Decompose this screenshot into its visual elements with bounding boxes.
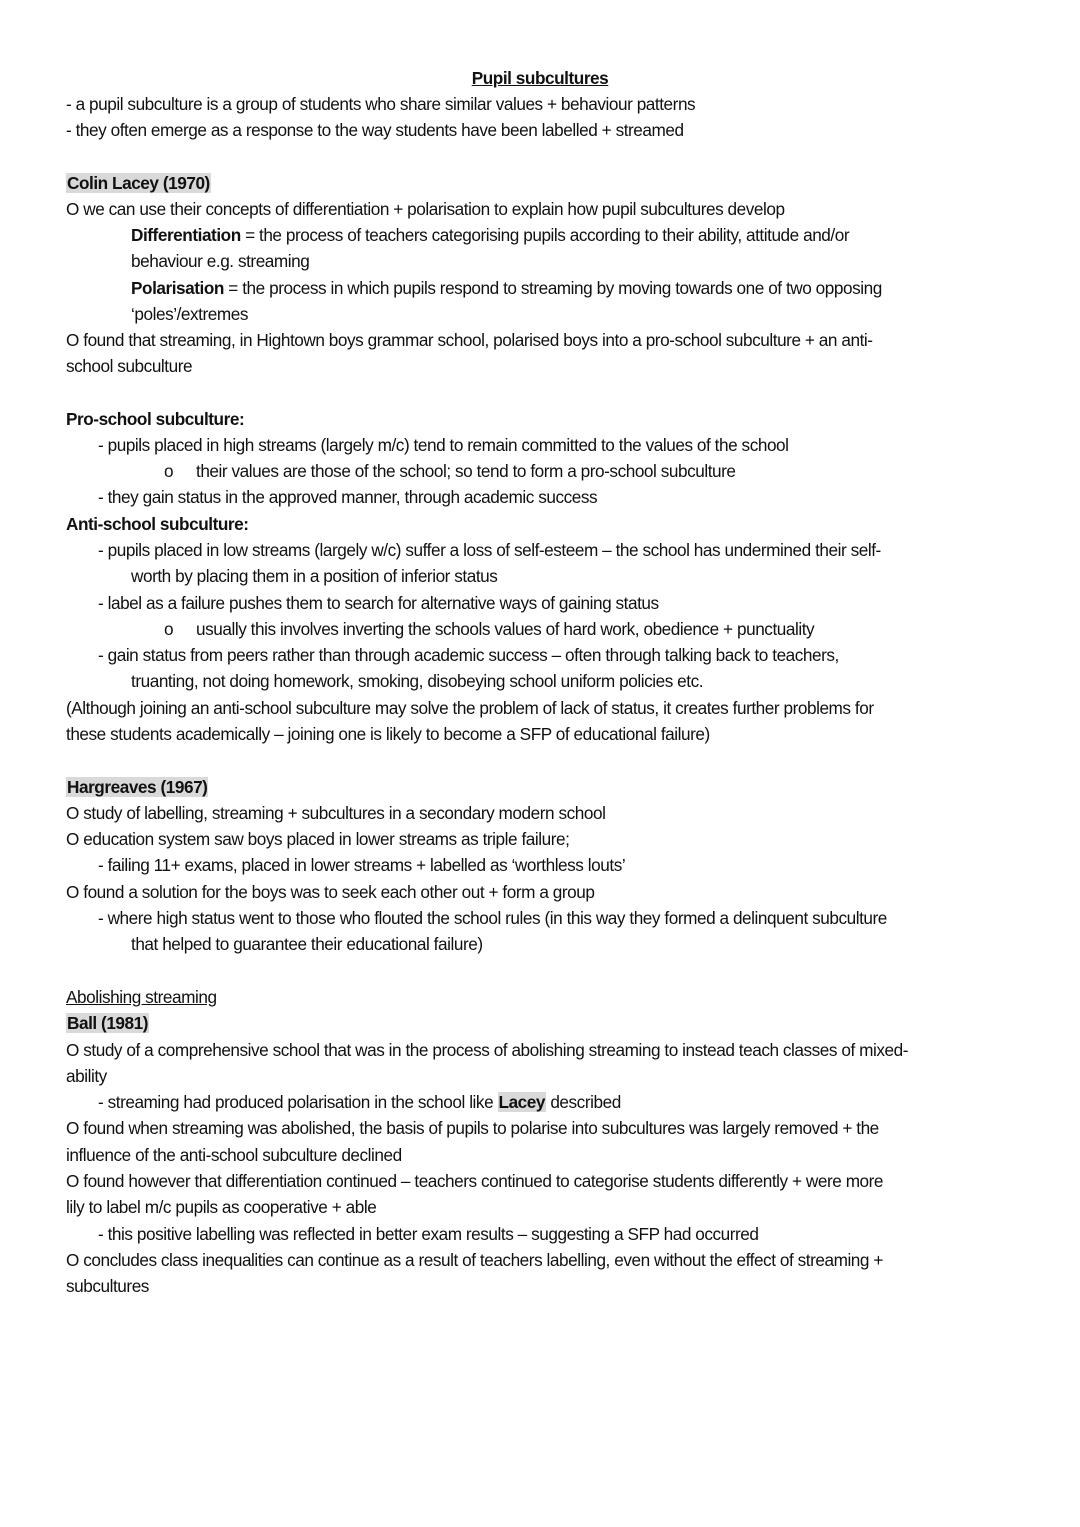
circle-bullet-icon: o xyxy=(164,619,174,639)
term: Polarisation xyxy=(131,278,224,298)
text-line: subcultures xyxy=(66,1276,149,1296)
text-line: O found a solution for the boys was to seek each other out + form a group xyxy=(66,882,595,902)
bullet-line: - gain status from peers rather than through academic success – often through talking back to teachers, xyxy=(98,645,839,665)
definition-text: = the process of teachers categorising pupils according to their ability, attitude and/or xyxy=(240,225,850,245)
text-line: school subculture xyxy=(66,356,193,376)
highlighted-name: Lacey xyxy=(498,1092,545,1112)
text-line: ‘poles’/extremes xyxy=(131,304,248,324)
sub-bullet-line xyxy=(0,616,1080,642)
highlighted-heading: Ball (1981) xyxy=(67,1013,149,1033)
note-line: (Although joining an anti-school subculture may solve the problem of lack of status, it creates further problems for xyxy=(66,698,874,718)
definition-polarisation xyxy=(131,275,882,301)
text-line: O found however that differentiation continued – teachers continued to categorise students differently + were more xyxy=(66,1171,884,1191)
bullet-continuation: that helped to guarantee their educational failure) xyxy=(131,934,483,954)
bullet-line xyxy=(98,1089,621,1115)
definition-differentiation xyxy=(131,222,849,248)
text-line: lily to label m/c pupils as cooperative + able xyxy=(66,1197,377,1217)
sub-bullet-text: usually this involves inverting the schools values of hard work, obedience + punctuality xyxy=(196,619,815,639)
text-line: ability xyxy=(66,1066,107,1086)
intro-line: - they often emerge as a response to the way students have been labelled + streamed xyxy=(66,120,684,140)
section-heading-hargreaves xyxy=(66,774,208,800)
text-line: O concludes class inequalities can continue as a result of teachers labelling, even without the effect of streaming + xyxy=(66,1250,883,1270)
note-line: these students academically – joining one is likely to become a SFP of educational failure) xyxy=(66,724,710,744)
text-line: O education system saw boys placed in lower streams as triple failure; xyxy=(66,829,570,849)
subheading-pro-school: Pro-school subculture: xyxy=(66,409,245,429)
bullet-line: - pupils placed in low streams (largely w/c) suffer a loss of self-esteem – the school has undermined their self- xyxy=(98,540,881,560)
intro-line: - a pupil subculture is a group of students who share similar values + behaviour patterns xyxy=(66,94,696,114)
text: described xyxy=(546,1092,621,1112)
text: - streaming had produced polarisation in the school like xyxy=(98,1092,498,1112)
section-heading-ball xyxy=(66,1010,149,1036)
bullet-line: - they gain status in the approved manner, through academic success xyxy=(98,487,598,507)
bullet-continuation: worth by placing them in a position of inferior status xyxy=(131,566,498,586)
bullet-line: - label as a failure pushes them to search for alternative ways of gaining status xyxy=(98,593,659,613)
bullet-line: - failing 11+ exams, placed in lower streams + labelled as ‘worthless louts’ xyxy=(98,855,626,875)
text-line: influence of the anti-school subculture declined xyxy=(66,1145,402,1165)
term: Differentiation xyxy=(131,225,241,245)
sub-bullet-text: their values are those of the school; so tend to form a pro-school subculture xyxy=(196,461,736,481)
text-line: O study of labelling, streaming + subcultures in a secondary modern school xyxy=(66,803,606,823)
bullet-line: - this positive labelling was reflected in better exam results – suggesting a SFP had occurred xyxy=(98,1224,759,1244)
text-line: O found when streaming was abolished, the basis of pupils to polarise into subcultures was largely removed + the xyxy=(66,1118,879,1138)
section-heading-abolishing-streaming: Abolishing streaming xyxy=(66,987,217,1007)
text-line: O found that streaming, in Hightown boys grammar school, polarised boys into a pro-school subculture + an anti- xyxy=(66,330,873,350)
sub-bullet-line xyxy=(0,458,1080,484)
bullet-line: - where high status went to those who flouted the school rules (in this way they formed a delinquent subculture xyxy=(98,908,887,928)
page-title: Pupil subcultures xyxy=(471,68,609,88)
text-line: behaviour e.g. streaming xyxy=(131,251,310,271)
circle-bullet-icon: o xyxy=(164,461,174,481)
highlighted-heading: Colin Lacey (1970) xyxy=(67,173,210,193)
bullet-continuation: truanting, not doing homework, smoking, disobeying school uniform policies etc. xyxy=(131,671,704,691)
text-line: O we can use their concepts of differentiation + polarisation to explain how pupil subcultures develop xyxy=(66,199,785,219)
highlighted-heading: Hargreaves (1967) xyxy=(67,777,208,797)
subheading-anti-school: Anti-school subculture: xyxy=(66,514,249,534)
section-heading-lacey xyxy=(66,170,211,196)
bullet-line: - pupils placed in high streams (largely m/c) tend to remain committed to the values of the school xyxy=(98,435,789,455)
text-line: O study of a comprehensive school that was in the process of abolishing streaming to instead teach classes of mixed- xyxy=(66,1040,909,1060)
definition-text: = the process in which pupils respond to streaming by moving towards one of two opposing xyxy=(223,278,882,298)
